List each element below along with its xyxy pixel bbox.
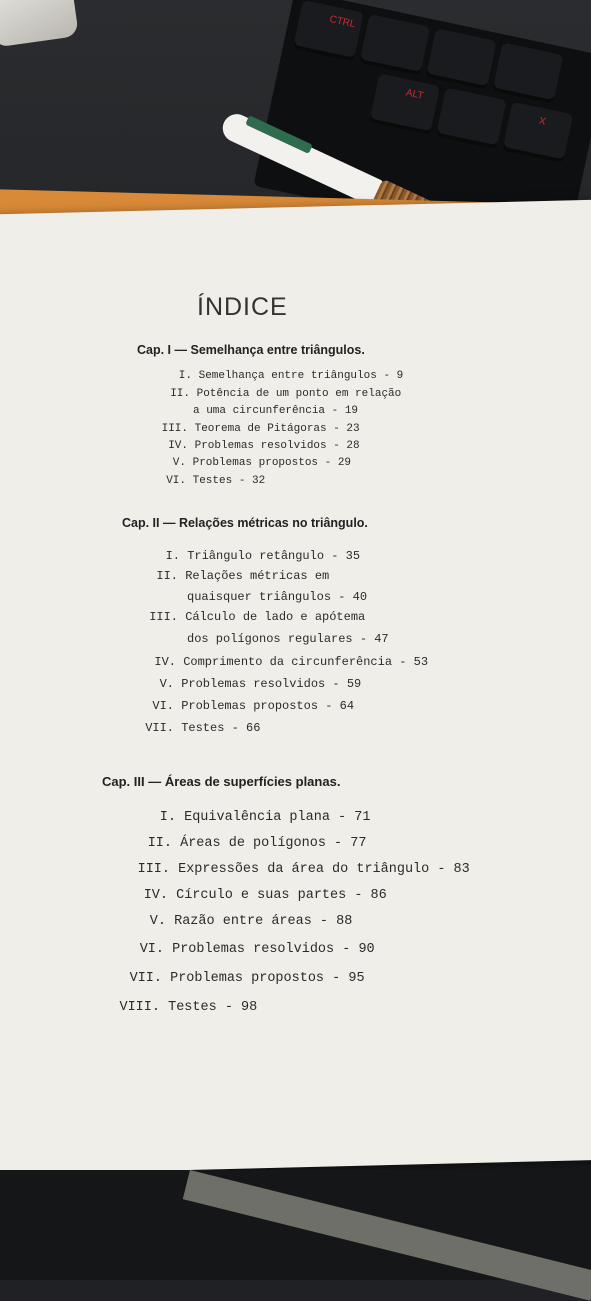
list-item [187,632,389,646]
list-item [162,388,401,400]
item-number: III. [149,610,178,624]
list-item [158,457,351,469]
chapter-heading: Cap. I — Semelhança entre triângulos. [137,343,365,357]
item-text: Problemas propostos - 64 [181,699,355,713]
item-number: II. [156,569,178,583]
item-text: Teorema de Pitágoras - 23 [194,423,360,435]
item-number: V. [172,457,186,469]
item-text: Equivalência plana - 71 [184,810,371,825]
item-text: Problemas propostos - 95 [170,971,365,986]
list-item [144,610,365,624]
list-item [158,475,265,487]
list-item [142,655,428,669]
item-text: Potência de um ponto em relação [196,388,402,400]
item-text: Testes - 98 [168,1000,258,1015]
list-item [160,440,360,452]
list-item [164,370,403,382]
item-number: VIII. [119,1000,160,1015]
item-number: II. [170,388,190,400]
list-item [126,914,352,929]
list-item [134,836,366,851]
item-number: VI. [152,699,174,713]
list-item [140,810,370,825]
list-item [193,405,358,417]
item-number: V. [159,677,174,691]
list-item [122,942,375,957]
key-label: X [537,115,547,128]
item-text: Problemas resolvidos - 28 [194,440,360,452]
item-number: VII. [129,971,162,986]
item-number: IV. [154,655,176,669]
item-number: I. [165,549,180,563]
item-number: III. [161,423,188,435]
item-text: Testes - 66 [181,721,261,735]
list-item [140,677,361,691]
list-item [187,590,367,604]
item-number: I. [178,370,192,382]
item-text: Problemas resolvidos - 59 [181,677,362,691]
item-number: IV. [143,888,168,903]
item-text: Triângulo retângulo - 35 [187,549,361,563]
list-item [138,699,354,713]
item-number: VI. [166,475,186,487]
item-text: Problemas resolvidos - 90 [172,942,375,957]
item-number: VI. [139,942,164,957]
item-text: a uma circunferência - 19 [193,405,359,417]
item-number: VII. [145,721,174,735]
item-text: quaisquer triângulos - 40 [187,590,368,604]
list-item [118,971,365,986]
item-text: Problemas propostos - 29 [192,457,352,469]
list-item [136,721,260,735]
item-text: Cálculo de lado e apótema [185,610,366,624]
page-title: ÍNDICE [197,293,288,321]
list-item [158,423,360,435]
item-number: II. [147,836,172,851]
key-label: ALT [404,87,425,102]
item-text: Razão entre áreas - 88 [174,914,353,929]
chapter-heading: Cap. II — Relações métricas no triângulo. [122,516,368,530]
list-item [148,549,360,563]
item-text: Testes - 32 [192,475,266,487]
list-item [130,862,470,877]
item-text: dos polígonos regulares - 47 [187,632,389,646]
list-item [128,888,387,903]
item-text: Semelhança entre triângulos - 9 [198,370,404,382]
key-label: CTRL [328,13,357,31]
chapter-heading: Cap. III — Áreas de superfícies planas. [102,774,341,789]
item-text: Círculo e suas partes - 86 [176,888,387,903]
list-item [146,569,329,583]
item-number: III. [137,862,170,877]
item-text: Expressões da área do triângulo - 83 [178,862,470,877]
item-text: Áreas de polígonos - 77 [180,836,367,851]
item-number: IV. [168,440,188,452]
item-text: Comprimento da circunferência - 53 [183,655,429,669]
list-item [112,1000,257,1015]
item-number: V. [149,914,166,929]
item-text: Relações métricas em [185,569,330,583]
item-number: I. [159,810,176,825]
